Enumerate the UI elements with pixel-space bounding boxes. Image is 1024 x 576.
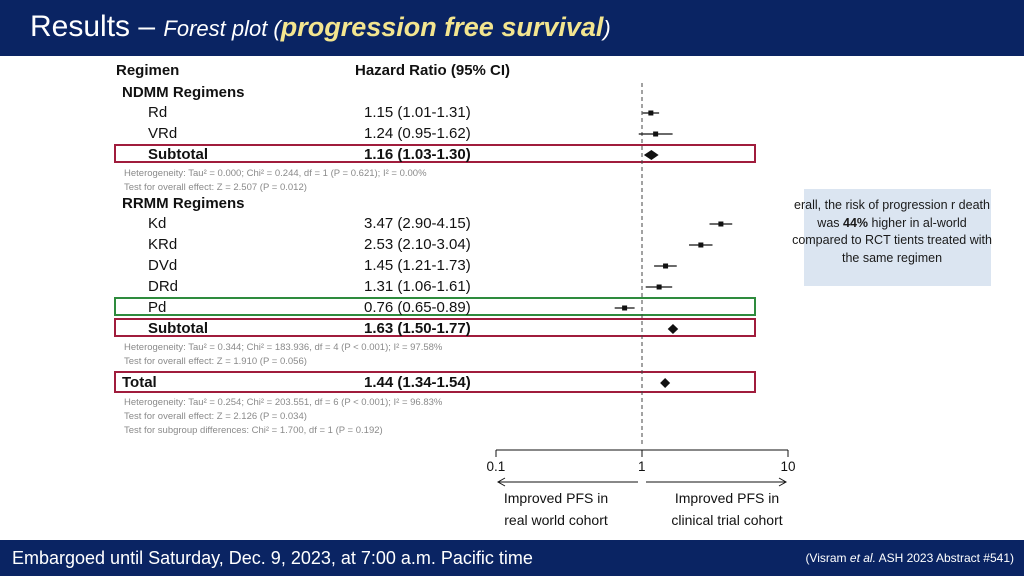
row-hr-kd: 3.47 (2.90-4.15)	[364, 215, 471, 232]
row-hr-drd: 1.31 (1.06-1.61)	[364, 278, 471, 295]
tick-label-0.1: 0.1	[486, 459, 506, 474]
summary-callout	[792, 189, 992, 286]
callout-part2: higher in al-world compared to RCT tients treated with the same regimen	[792, 215, 992, 265]
point-estimate-krd	[698, 243, 703, 248]
title-close: )	[603, 16, 611, 41]
right-direction-line-1: Improved PFS in	[674, 490, 780, 506]
forest-plot-marks	[108, 58, 804, 540]
point-estimate-kd	[718, 222, 723, 227]
point-estimate-pd	[622, 306, 627, 311]
rrmm-subtotal-label: Subtotal	[148, 320, 208, 337]
row-label-drd: DRd	[148, 278, 179, 295]
citation-prefix: (Visram	[805, 551, 850, 565]
row-label-kd: Kd	[148, 215, 167, 232]
title-highlight: progression free survival	[280, 12, 604, 42]
row-label-krd: KRd	[148, 236, 178, 253]
right-direction-label	[652, 487, 802, 531]
row-label-dvd: DVd	[148, 257, 178, 274]
row-hr-pd: 0.76 (0.65-0.89)	[364, 299, 471, 316]
total-label: Total	[122, 374, 157, 391]
title-prefix: Results –	[30, 10, 164, 43]
row-label-rd: Rd	[148, 104, 168, 121]
citation-suffix: ASH 2023 Abstract #541)	[875, 551, 1014, 565]
ndmm-overall-test: Test for overall effect: Z = 2.507 (P = 0.012)	[124, 182, 307, 193]
title-bar	[0, 0, 1024, 56]
rrmm-subtotal-hr: 1.63 (1.50-1.77)	[364, 320, 471, 337]
group-ndmm: NDMM Regimens	[122, 84, 245, 101]
tick-label-10: 10	[780, 459, 796, 474]
col-header-regimen: Regimen	[116, 62, 180, 79]
total-hr: 1.44 (1.34-1.54)	[364, 374, 471, 391]
right-direction-line-2: clinical trial cohort	[671, 512, 783, 528]
forest-plot	[108, 58, 804, 540]
tick-label-1: 1	[638, 459, 646, 474]
pooled-diamond-total	[660, 378, 670, 388]
row-label-vrd: VRd	[148, 125, 178, 142]
left-direction-line-2: real world cohort	[504, 512, 608, 528]
total-overall-test: Test for overall effect: Z = 2.126 (P = 0.034)	[124, 411, 307, 422]
row-label-pd: Pd	[148, 299, 167, 316]
total-heterogeneity: Heterogeneity: Tau² = 0.254; Chi² = 203.551, df = 6 (P < 0.001); I² = 96.83%	[124, 397, 443, 408]
pooled-diamond-ndmm-subtotal	[644, 150, 659, 160]
group-rrmm: RRMM Regimens	[122, 195, 245, 212]
point-estimate-vrd	[653, 132, 658, 137]
col-header-hr: Hazard Ratio (95% CI)	[355, 62, 511, 79]
pooled-diamond-rrmm-subtotal	[668, 324, 678, 334]
callout-part1: erall, the risk of progression r death was	[794, 198, 990, 230]
ndmm-subtotal-hr: 1.16 (1.03-1.30)	[364, 146, 471, 163]
slide-title	[30, 10, 611, 44]
row-hr-dvd: 1.45 (1.21-1.73)	[364, 257, 471, 274]
citation-italic: et al.	[849, 551, 876, 565]
subgroup-differences-test: Test for subgroup differences: Chi² = 1.700, df = 1 (P = 0.192)	[124, 425, 383, 436]
rrmm-overall-test: Test for overall effect: Z = 1.910 (P = 0.056)	[124, 356, 307, 367]
title-sub: Forest plot (	[163, 16, 281, 41]
citation	[805, 551, 1014, 565]
ndmm-subtotal-label: Subtotal	[148, 146, 208, 163]
point-estimate-drd	[657, 285, 662, 290]
callout-text	[792, 197, 992, 267]
row-hr-vrd: 1.24 (0.95-1.62)	[364, 125, 471, 142]
footer-bar	[0, 540, 1024, 576]
ndmm-heterogeneity: Heterogeneity: Tau² = 0.000; Chi² = 0.244, df = 1 (P = 0.621); I² = 0.00%	[124, 168, 427, 179]
embargo-notice: Embargoed until Saturday, Dec. 9, 2023, at 7:00 a.m. Pacific time	[12, 548, 533, 568]
row-hr-krd: 2.53 (2.10-3.04)	[364, 236, 471, 253]
left-direction-label	[486, 487, 626, 531]
left-direction-line-1: Improved PFS in	[503, 490, 609, 506]
row-hr-rd: 1.15 (1.01-1.31)	[364, 104, 471, 121]
rrmm-heterogeneity: Heterogeneity: Tau² = 0.344; Chi² = 183.936, df = 4 (P < 0.001); I² = 97.58%	[124, 342, 443, 353]
point-estimate-rd	[648, 111, 653, 116]
point-estimate-dvd	[663, 264, 668, 269]
callout-bold: 44%	[843, 215, 869, 230]
